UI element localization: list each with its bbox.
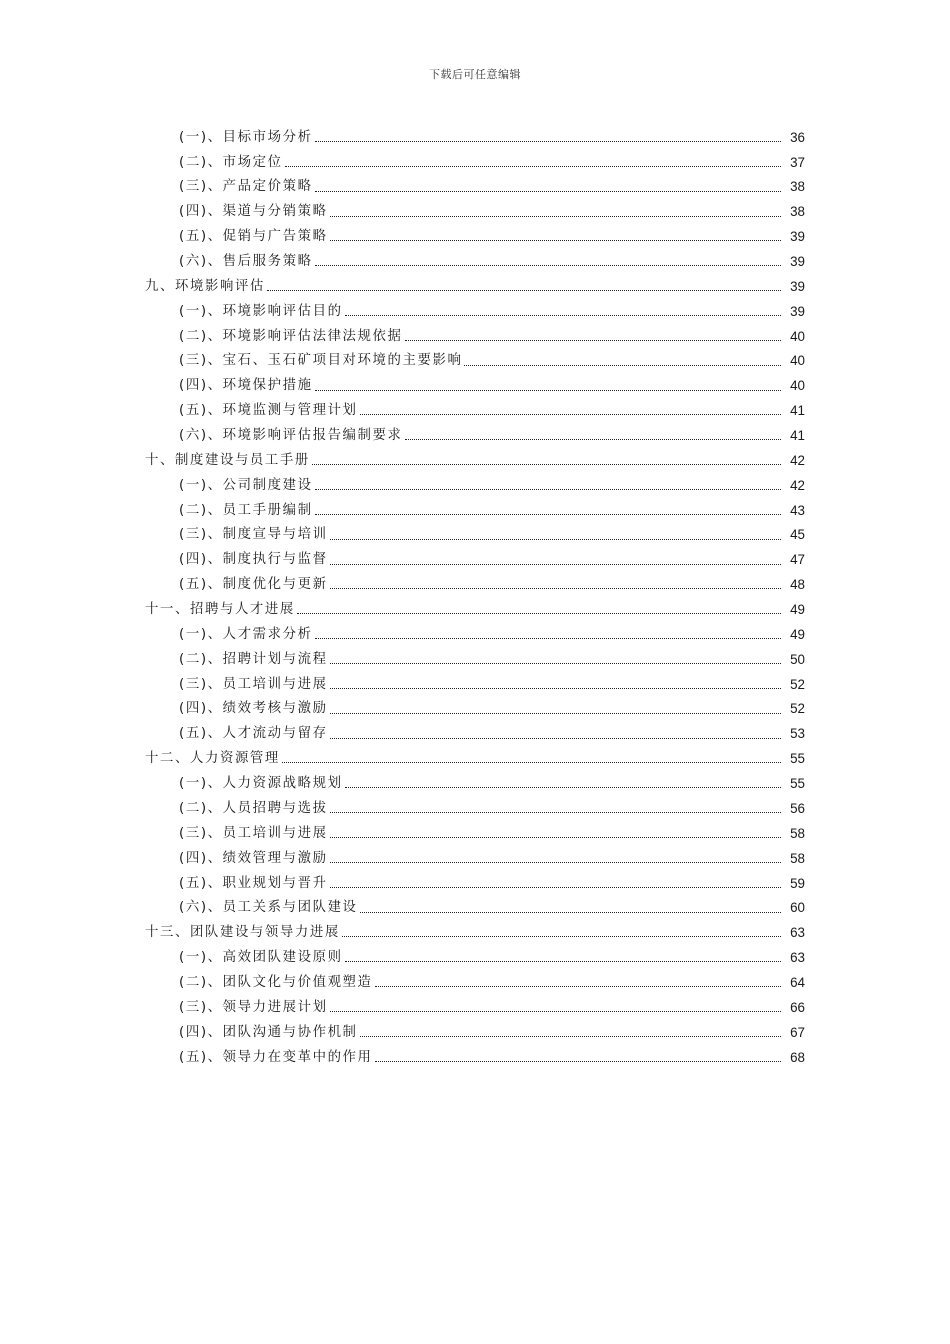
toc-entry[interactable] bbox=[0, 995, 950, 1020]
toc-dot-leader bbox=[330, 1011, 781, 1012]
toc-entry-page-number: 39 bbox=[790, 229, 805, 245]
toc-entry[interactable] bbox=[0, 324, 950, 349]
toc-entry-page-number: 52 bbox=[790, 676, 805, 692]
toc-entry-label: (一)、高效团队建设原则 bbox=[179, 950, 343, 966]
toc-dot-leader bbox=[345, 787, 781, 788]
toc-entry-label: (四)、团队沟通与协作机制 bbox=[179, 1024, 358, 1040]
toc-dot-leader bbox=[315, 265, 781, 266]
toc-entry-page-number: 43 bbox=[790, 502, 805, 518]
toc-entry-label: (二)、环境影响评估法律法规依据 bbox=[179, 328, 403, 344]
toc-dot-leader bbox=[330, 663, 781, 664]
toc-entry-label: 十、制度建设与员工手册 bbox=[145, 452, 310, 468]
toc-dot-leader bbox=[330, 862, 781, 863]
toc-dot-leader bbox=[312, 464, 781, 465]
toc-entry-label: (五)、人才流动与留存 bbox=[179, 726, 328, 742]
toc-entry[interactable] bbox=[0, 1045, 950, 1070]
toc-entry-label: (二)、员工手册编制 bbox=[179, 502, 313, 518]
toc-entry[interactable] bbox=[0, 498, 950, 523]
toc-entry[interactable] bbox=[0, 846, 950, 871]
toc-dot-leader bbox=[330, 812, 781, 813]
toc-entry-label: 十一、招聘与人才进展 bbox=[145, 602, 295, 618]
toc-dot-leader bbox=[330, 216, 781, 217]
toc-entry-page-number: 48 bbox=[790, 577, 805, 593]
toc-entry[interactable] bbox=[0, 448, 950, 473]
toc-entry[interactable] bbox=[0, 647, 950, 672]
toc-dot-leader bbox=[330, 240, 781, 241]
toc-entry[interactable] bbox=[0, 224, 950, 249]
toc-dot-leader bbox=[330, 837, 781, 838]
toc-entry[interactable] bbox=[0, 672, 950, 697]
toc-dot-leader bbox=[315, 514, 781, 515]
toc-entry-label: (三)、宝石、玉石矿项目对环境的主要影响 bbox=[179, 353, 463, 369]
toc-entry-page-number: 40 bbox=[790, 353, 805, 369]
toc-entry-page-number: 63 bbox=[790, 950, 805, 966]
toc-dot-leader bbox=[315, 191, 781, 192]
toc-entry-label: (二)、招聘计划与流程 bbox=[179, 651, 328, 667]
toc-entry-page-number: 40 bbox=[790, 328, 805, 344]
toc-entry-label: (一)、公司制度建设 bbox=[179, 477, 313, 493]
toc-entry-page-number: 66 bbox=[790, 999, 805, 1015]
toc-entry-label: (四)、环境保护措施 bbox=[179, 378, 313, 394]
toc-entry-page-number: 39 bbox=[790, 303, 805, 319]
toc-entry-label: (一)、目标市场分析 bbox=[179, 129, 313, 145]
toc-entry-label: (五)、职业规划与晋升 bbox=[179, 875, 328, 891]
toc-entry-label: (五)、促销与广告策略 bbox=[179, 229, 328, 245]
toc-entry[interactable] bbox=[0, 771, 950, 796]
toc-dot-leader bbox=[330, 713, 781, 714]
toc-entry-label: 九、环境影响评估 bbox=[145, 278, 265, 294]
toc-entry-label: (一)、人力资源战略规划 bbox=[179, 776, 343, 792]
toc-entry-label: (一)、人才需求分析 bbox=[179, 626, 313, 642]
toc-dot-leader bbox=[360, 912, 781, 913]
toc-entry-page-number: 49 bbox=[790, 626, 805, 642]
toc-dot-leader bbox=[282, 762, 781, 763]
toc-dot-leader bbox=[375, 986, 781, 987]
toc-dot-leader bbox=[375, 1061, 781, 1062]
toc-entry-label: (二)、人员招聘与选拔 bbox=[179, 800, 328, 816]
toc-entry[interactable] bbox=[0, 622, 950, 647]
toc-entry[interactable] bbox=[0, 274, 950, 299]
toc-entry-label: (四)、渠道与分销策略 bbox=[179, 204, 328, 220]
toc-entry-label: (四)、制度执行与监督 bbox=[179, 552, 328, 568]
toc-entry-page-number: 52 bbox=[790, 701, 805, 717]
toc-entry-page-number: 42 bbox=[790, 477, 805, 493]
toc-entry[interactable] bbox=[0, 523, 950, 548]
toc-entry-page-number: 55 bbox=[790, 776, 805, 792]
toc-entry-label: (六)、环境影响评估报告编制要求 bbox=[179, 428, 403, 444]
toc-entry-label: (五)、环境监测与管理计划 bbox=[179, 403, 358, 419]
toc-entry-page-number: 37 bbox=[790, 154, 805, 170]
toc-dot-leader bbox=[330, 887, 781, 888]
toc-dot-leader bbox=[330, 539, 781, 540]
toc-entry-label: (二)、团队文化与价值观塑造 bbox=[179, 974, 373, 990]
toc-entry-page-number: 38 bbox=[790, 179, 805, 195]
toc-entry-page-number: 39 bbox=[790, 254, 805, 270]
toc-entry[interactable] bbox=[0, 697, 950, 722]
toc-entry-page-number: 56 bbox=[790, 800, 805, 816]
toc-dot-leader bbox=[360, 1036, 781, 1037]
toc-dot-leader bbox=[405, 340, 781, 341]
toc-entry-page-number: 45 bbox=[790, 527, 805, 543]
toc-dot-leader bbox=[315, 489, 781, 490]
toc-entry[interactable] bbox=[0, 175, 950, 200]
toc-dot-leader bbox=[330, 738, 781, 739]
toc-entry-page-number: 58 bbox=[790, 850, 805, 866]
toc-entry-page-number: 42 bbox=[790, 452, 805, 468]
toc-entry[interactable] bbox=[0, 125, 950, 150]
table-of-contents bbox=[0, 125, 950, 1070]
toc-entry[interactable] bbox=[0, 249, 950, 274]
toc-entry-page-number: 41 bbox=[790, 428, 805, 444]
toc-entry-label: (一)、环境影响评估目的 bbox=[179, 303, 343, 319]
toc-entry-page-number: 39 bbox=[790, 278, 805, 294]
toc-entry[interactable] bbox=[0, 150, 950, 175]
toc-entry[interactable] bbox=[0, 821, 950, 846]
toc-entry[interactable] bbox=[0, 722, 950, 747]
toc-dot-leader bbox=[297, 613, 781, 614]
toc-entry[interactable] bbox=[0, 597, 950, 622]
toc-dot-leader bbox=[267, 290, 781, 291]
toc-entry[interactable] bbox=[0, 548, 950, 573]
toc-dot-leader bbox=[360, 414, 781, 415]
toc-entry-label: (二)、市场定位 bbox=[179, 154, 283, 170]
toc-entry-page-number: 40 bbox=[790, 378, 805, 394]
toc-entry[interactable] bbox=[0, 871, 950, 896]
toc-entry-page-number: 47 bbox=[790, 552, 805, 568]
page-header: 下载后可任意编辑 bbox=[429, 68, 521, 81]
toc-entry[interactable] bbox=[0, 423, 950, 448]
toc-dot-leader bbox=[315, 638, 781, 639]
toc-entry-label: (六)、员工关系与团队建设 bbox=[179, 900, 358, 916]
toc-entry[interactable] bbox=[0, 398, 950, 423]
toc-entry[interactable] bbox=[0, 1020, 950, 1045]
toc-entry-page-number: 55 bbox=[790, 751, 805, 767]
toc-dot-leader bbox=[330, 564, 781, 565]
toc-dot-leader bbox=[285, 166, 781, 167]
toc-entry-label: (三)、领导力进展计划 bbox=[179, 999, 328, 1015]
toc-entry-label: (三)、制度宣导与培训 bbox=[179, 527, 328, 543]
toc-entry-label: (三)、产品定价策略 bbox=[179, 179, 313, 195]
toc-dot-leader bbox=[464, 365, 781, 366]
toc-entry[interactable] bbox=[0, 746, 950, 771]
toc-entry[interactable] bbox=[0, 796, 950, 821]
toc-entry-page-number: 50 bbox=[790, 651, 805, 667]
toc-entry-page-number: 63 bbox=[790, 925, 805, 941]
toc-entry-label: (六)、售后服务策略 bbox=[179, 254, 313, 270]
toc-entry-page-number: 68 bbox=[790, 1049, 805, 1065]
toc-entry-page-number: 38 bbox=[790, 204, 805, 220]
toc-entry-label: 十三、团队建设与领导力进展 bbox=[145, 925, 340, 941]
toc-entry-label: (四)、绩效考核与激励 bbox=[179, 701, 328, 717]
toc-dot-leader bbox=[315, 390, 781, 391]
toc-entry-page-number: 41 bbox=[790, 403, 805, 419]
toc-entry-page-number: 49 bbox=[790, 602, 805, 618]
toc-entry-page-number: 64 bbox=[790, 974, 805, 990]
toc-entry-label: (三)、员工培训与进展 bbox=[179, 825, 328, 841]
toc-entry[interactable] bbox=[0, 896, 950, 921]
toc-dot-leader bbox=[330, 688, 781, 689]
toc-entry-label: 十二、人力资源管理 bbox=[145, 751, 280, 767]
toc-entry[interactable] bbox=[0, 921, 950, 946]
toc-dot-leader bbox=[315, 141, 781, 142]
toc-entry[interactable] bbox=[0, 349, 950, 374]
toc-entry[interactable] bbox=[0, 970, 950, 995]
toc-entry-page-number: 67 bbox=[790, 1024, 805, 1040]
toc-entry-page-number: 59 bbox=[790, 875, 805, 891]
toc-entry[interactable] bbox=[0, 945, 950, 970]
toc-entry[interactable] bbox=[0, 572, 950, 597]
toc-entry[interactable] bbox=[0, 374, 950, 399]
toc-entry-page-number: 53 bbox=[790, 726, 805, 742]
toc-entry-label: (四)、绩效管理与激励 bbox=[179, 850, 328, 866]
toc-entry-label: (五)、制度优化与更新 bbox=[179, 577, 328, 593]
toc-dot-leader bbox=[345, 961, 781, 962]
toc-entry-label: (五)、领导力在变革中的作用 bbox=[179, 1049, 373, 1065]
toc-entry-page-number: 58 bbox=[790, 825, 805, 841]
toc-dot-leader bbox=[330, 588, 781, 589]
toc-entry[interactable] bbox=[0, 299, 950, 324]
toc-entry-label: (三)、员工培训与进展 bbox=[179, 676, 328, 692]
toc-entry-page-number: 60 bbox=[790, 900, 805, 916]
toc-entry[interactable] bbox=[0, 473, 950, 498]
toc-entry[interactable] bbox=[0, 200, 950, 225]
toc-dot-leader bbox=[342, 936, 781, 937]
toc-dot-leader bbox=[405, 439, 781, 440]
toc-entry-page-number: 36 bbox=[790, 129, 805, 145]
toc-dot-leader bbox=[345, 315, 781, 316]
